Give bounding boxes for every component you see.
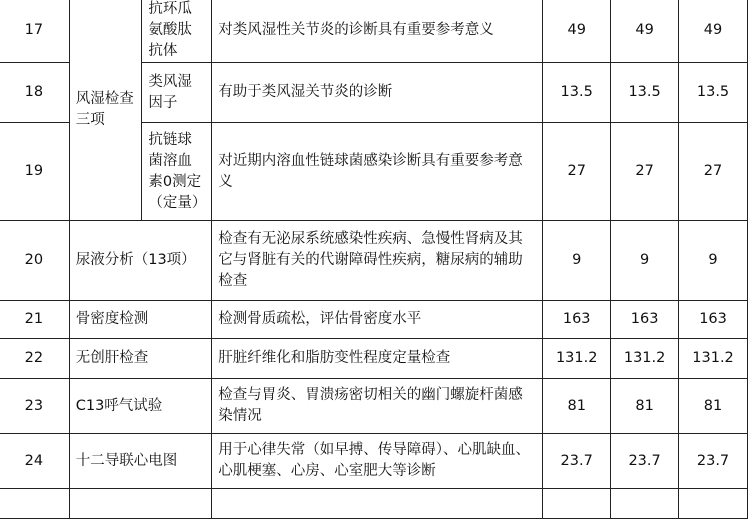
row-number	[0, 489, 69, 519]
price-cell: 13.5	[679, 63, 748, 123]
table-row	[0, 301, 748, 339]
item-name: C13呼气试验	[69, 379, 211, 434]
item-description: 检测骨质疏松，评估骨密度水平	[212, 301, 543, 339]
price-cell	[611, 489, 679, 519]
price-cell: 131.2	[543, 339, 611, 379]
table-row	[0, 434, 748, 489]
item-description: 检查与胃炎、胃溃疡密切相关的幽门螺旋杆菌感染情况	[212, 379, 543, 434]
row-number: 18	[0, 63, 69, 123]
price-cell: 9	[611, 221, 679, 301]
price-cell: 27	[543, 123, 611, 221]
table-row	[0, 339, 748, 379]
row-number: 17	[0, 0, 69, 63]
table-row	[0, 379, 748, 434]
row-number: 23	[0, 379, 69, 434]
price-cell: 13.5	[543, 63, 611, 123]
item-name: 抗链球菌溶血素0测定（定量）	[142, 123, 212, 221]
item-description	[212, 489, 543, 519]
price-cell: 27	[679, 123, 748, 221]
row-number: 22	[0, 339, 69, 379]
row-number: 19	[0, 123, 69, 221]
price-cell: 81	[543, 379, 611, 434]
price-cell: 23.7	[679, 434, 748, 489]
price-cell: 27	[611, 123, 679, 221]
price-cell: 23.7	[543, 434, 611, 489]
item-description: 对类风湿性关节炎的诊断具有重要参考意义	[212, 0, 543, 63]
item-description: 肝脏纤维化和脂肪变性程度定量检查	[212, 339, 543, 379]
price-cell: 49	[611, 0, 679, 63]
item-description: 对近期内溶血性链球菌感染诊断具有重要参考意义	[212, 123, 543, 221]
table-row	[0, 221, 748, 301]
row-number: 21	[0, 301, 69, 339]
item-description: 有助于类风湿关节炎的诊断	[212, 63, 543, 123]
price-cell: 9	[543, 221, 611, 301]
row-number: 24	[0, 434, 69, 489]
price-cell: 131.2	[679, 339, 748, 379]
price-cell: 9	[679, 221, 748, 301]
category-cell: 风湿检查三项	[69, 0, 142, 221]
item-name	[69, 489, 211, 519]
item-name: 尿液分析（13项）	[69, 221, 211, 301]
price-cell	[679, 489, 748, 519]
price-cell	[543, 489, 611, 519]
price-cell: 131.2	[611, 339, 679, 379]
price-cell: 163	[679, 301, 748, 339]
price-cell: 23.7	[611, 434, 679, 489]
price-cell: 163	[543, 301, 611, 339]
price-cell: 163	[611, 301, 679, 339]
item-name: 无创肝检查	[69, 339, 211, 379]
item-name: 骨密度检测	[69, 301, 211, 339]
item-name: 类风湿因子	[142, 63, 212, 123]
item-description: 用于心律失常（如早搏、传导障碍）、心肌缺血、心肌梗塞、心房、心室肥大等诊断	[212, 434, 543, 489]
price-cell: 49	[679, 0, 748, 63]
price-cell: 13.5	[611, 63, 679, 123]
item-description: 检查有无泌尿系统感染性疾病、急慢性肾病及其它与肾脏有关的代谢障碍性疾病，糖尿病的辅助检查	[212, 221, 543, 301]
price-cell: 81	[611, 379, 679, 434]
row-number: 20	[0, 221, 69, 301]
table-row	[0, 0, 748, 63]
table-row	[0, 489, 748, 519]
price-cell: 49	[543, 0, 611, 63]
item-name: 抗环瓜氨酸肽抗体	[142, 0, 212, 63]
price-cell: 81	[679, 379, 748, 434]
item-name: 十二导联心电图	[69, 434, 211, 489]
